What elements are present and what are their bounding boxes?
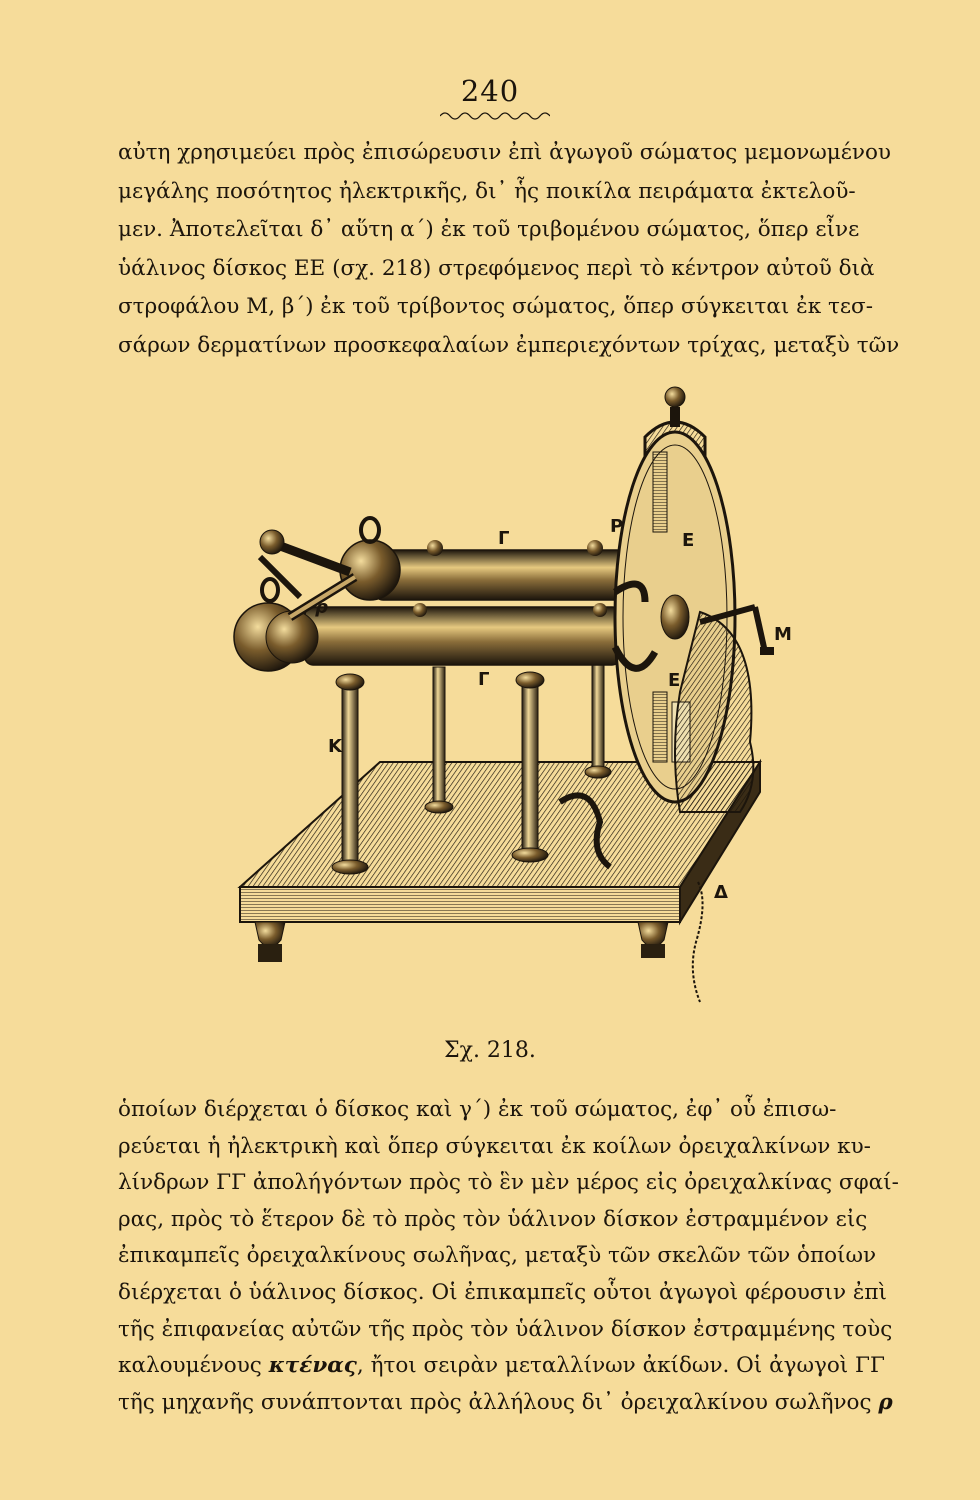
text-line <box>118 1348 885 1385</box>
text-line: λίνδρων ΓΓ ἀπολήγόντων πρὸς τὸ ἓν μὲν μέρος εἰς ὀρειχαλκίνας σφαί- <box>118 1170 899 1196</box>
label-chain: Δ <box>714 882 728 903</box>
paragraph-top <box>118 134 900 365</box>
text-line: ρεύεται ἡ ἠλεκτρικὴ καὶ ὅπερ σύγκειται ἐκ κοίλων ὀρειχαλκίνων κυ- <box>118 1133 871 1159</box>
label-disk-bottom: Ε <box>668 670 681 691</box>
label-gamma-top: Γ <box>498 528 510 549</box>
label-rho: ρ <box>315 597 328 618</box>
machine-engraving <box>220 382 790 1032</box>
paragraph-bottom <box>118 1092 899 1421</box>
text-line <box>118 1385 893 1422</box>
emphasis-rho: ρ <box>878 1389 893 1415</box>
text-line: ὁποίων διέρχεται ὁ δίσκος καὶ γ΄) ἐκ τοῦ σώματος, ἐφ᾽ οὗ ἐπισω- <box>118 1097 837 1122</box>
ornament-wave <box>440 108 550 122</box>
text-fragment: καλουμένους <box>118 1353 262 1379</box>
text-line: τῆς ἐπιφανείας αὐτῶν τῆς πρὸς τὸν ὑάλινον δίσκον ἐστραμμένης τοὺς <box>118 1316 893 1342</box>
emphasis-ktenas: κτένας <box>268 1353 357 1379</box>
label-frame: Ρ <box>610 516 624 537</box>
label-handle: Μ <box>774 624 792 645</box>
text-fragment: , ἤτοι σειρὰν μεταλλίνων ἀκίδων. Οἱ ἀγωγοὶ ΓΓ <box>356 1353 885 1379</box>
text-line: σάρων δερματίνων προσκεφαλαίων ἐμπεριεχόντων τρίχας, μεταξὺ τῶν <box>118 332 900 358</box>
text-line: ἐπικαμπεῖς ὀρειχαλκίνους σωλῆνας, μεταξὺ τῶν σκελῶν τῶν ὁποίων <box>118 1243 877 1269</box>
text-line: διέρχεται ὁ ὑάλινος δίσκος. Οἱ ἐπικαμπεῖς οὗτοι ἀγωγοὶ φέρουσιν ἐπὶ <box>118 1279 887 1305</box>
text-line: μεγάλης ποσότητος ἠλεκτρικῆς, δι᾽ ἧς ποικίλα πειράματα ἐκτελοῦ- <box>118 178 856 204</box>
electrostatic-machine-figure <box>220 382 790 1032</box>
label-leg: Κ <box>328 736 342 757</box>
text-line: στροφάλου Μ, β΄) ἐκ τοῦ τρίβοντος σώματος, ὅπερ σύγκειται ἐκ τεσ- <box>118 294 873 319</box>
label-disk-top: Ε <box>682 530 695 551</box>
page-number: 240 <box>460 74 520 108</box>
text-fragment: τῆς μηχανῆς συνάπτονται πρὸς ἀλλήλους δι᾽ ὀρειχαλκίνου σωλῆνος <box>118 1389 872 1415</box>
figure-caption: Σχ. 218. <box>444 1038 536 1063</box>
text-line: ρας, πρὸς τὸ ἕτερον δὲ τὸ πρὸς τὸν ὑάλινον δίσκον ἐστραμμένον εἰς <box>118 1206 868 1232</box>
text-line: αὐτη χρησιμεύει πρὸς ἐπισώρευσιν ἐπὶ ἀγωγοῦ σώματος μεμονωμένου <box>118 140 891 165</box>
label-gamma-bottom: Γ <box>478 669 490 690</box>
text-line: μεν. Ἀποτελεῖται δ᾽ αὕτη α΄) ἐκ τοῦ τριβομένου σώματος, ὅπερ εἶνε <box>118 217 860 242</box>
text-line: ὑάλινος δίσκος ΕΕ (σχ. 218) στρεφόμενος περὶ τὸ κέντρον αὐτοῦ διὰ <box>118 255 875 281</box>
